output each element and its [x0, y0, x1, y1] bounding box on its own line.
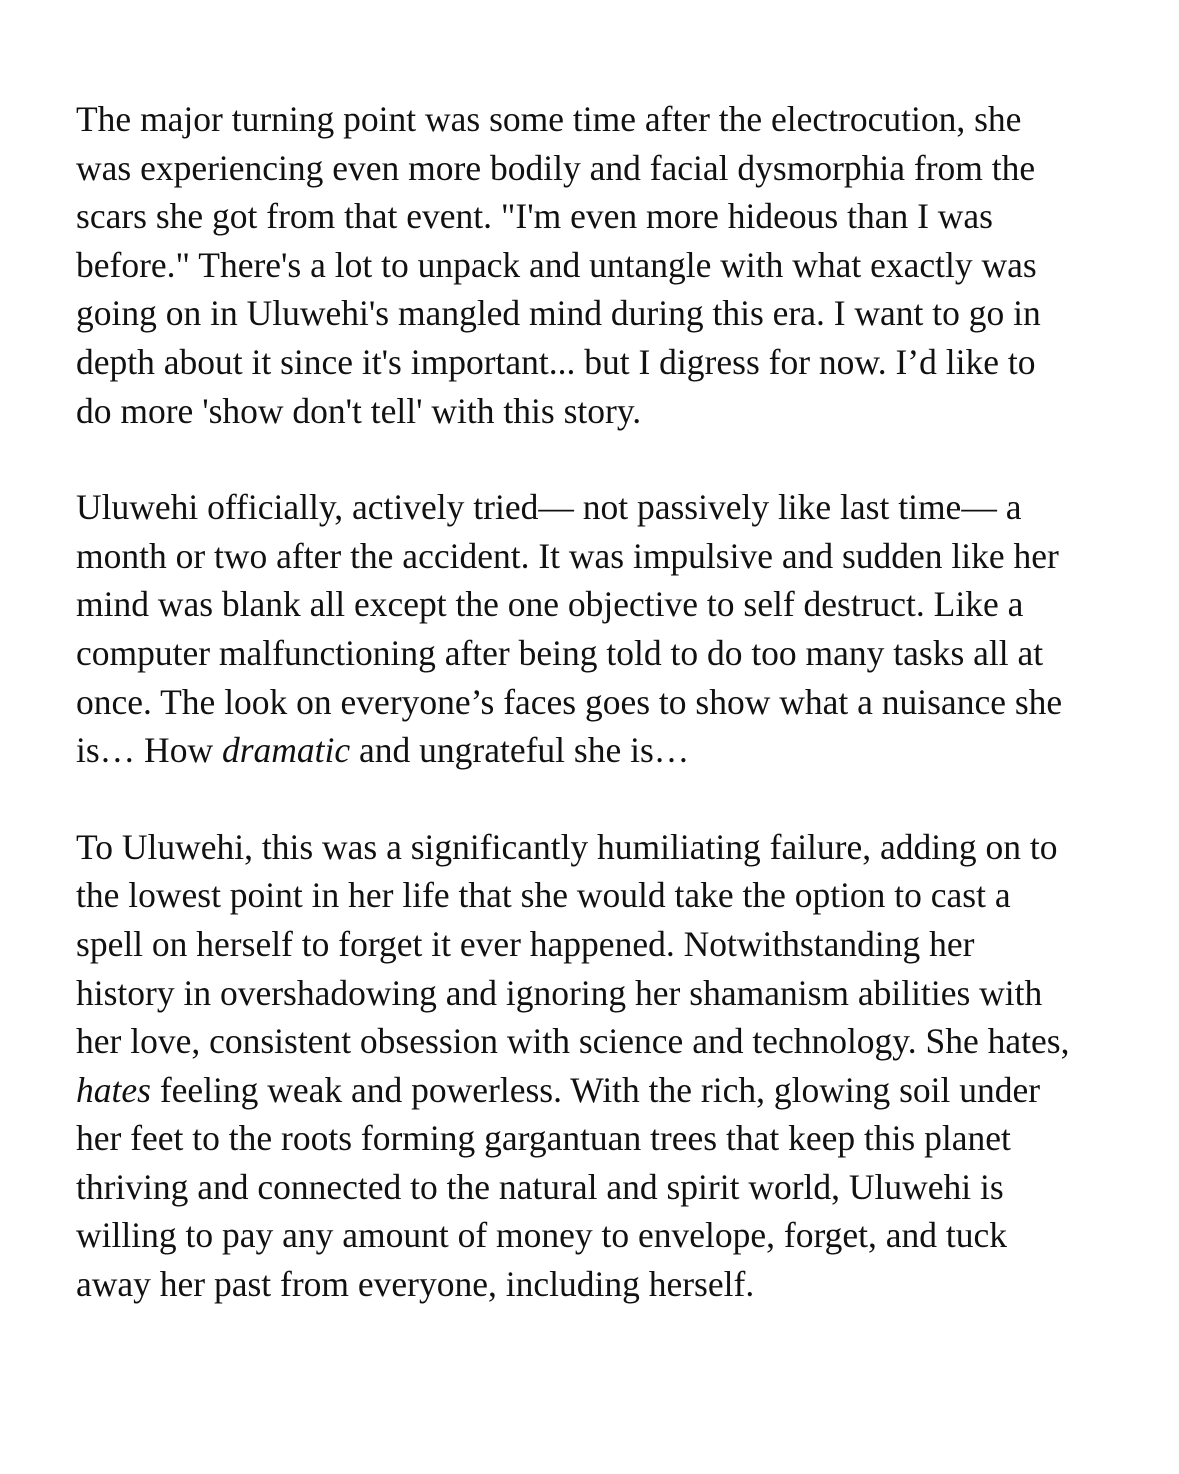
text-line: do more 'show don't tell' with this story. [76, 390, 642, 431]
text-line: month or two after the accident. It was impulsive and sudden like her [76, 535, 1059, 576]
text-line: away her past from everyone, including herself. [76, 1264, 755, 1305]
text-line: mind was blank all except the one objective to self destruct. Like a [76, 584, 1024, 625]
text-line [76, 726, 1102, 775]
text-line: once. The look on everyone’s faces goes to show what a nuisance she [76, 681, 1063, 722]
text-line: To Uluwehi, this was a significantly humiliating failure, adding on to [76, 826, 1058, 867]
text-line: history in overshadowing and ignoring her shamanism abilities with [76, 972, 1043, 1013]
emphasis-text: dramatic [221, 730, 351, 771]
text-run: and ungrateful she is… [350, 730, 690, 771]
text-line: computer malfunctioning after being told to do too many tasks all at [76, 632, 1044, 673]
text-line: The major turning point was some time after the electrocution, she [76, 99, 1022, 139]
text-line: her feet to the roots forming gargantuan trees that keep this planet [76, 1118, 1011, 1159]
text-run: is… How [76, 730, 222, 771]
text-line: going on in Uluwehi's mangled mind during this era. I want to go in [76, 293, 1041, 334]
text-line: Uluwehi officially, actively tried— not passively like last time— a [76, 487, 1022, 528]
text-line: spell on herself to forget it ever happened. Notwithstanding her [76, 923, 975, 964]
text-line: the lowest point in her life that she would take the option to cast a [76, 875, 1011, 916]
text-line: scars she got from that event. "I'm even more hideous than I was [76, 196, 994, 237]
text-line: before." There's a lot to unpack and untangle with what exactly was [76, 244, 1037, 285]
text-run: feeling weak and powerless. With the rich, glowing soil under [150, 1069, 1041, 1110]
text-line: thriving and connected to the natural and spirit world, Uluwehi is [76, 1166, 1004, 1207]
document-body [76, 95, 1102, 1357]
text-line: her love, consistent obsession with science and technology. She hates, [76, 1021, 1070, 1062]
text-line: willing to pay any amount of money to envelope, forget, and tuck [76, 1215, 1008, 1256]
paragraph-1 [76, 95, 1102, 435]
text-line: was experiencing even more bodily and facial dysmorphia from the [76, 147, 1036, 188]
paragraph-3 [76, 823, 1102, 1309]
emphasis-text: hates [76, 1069, 151, 1110]
paragraph-2 [76, 483, 1102, 775]
text-line [76, 1066, 1102, 1115]
text-line: depth about it since it's important... but I digress for now. I’d like to [76, 341, 1036, 382]
